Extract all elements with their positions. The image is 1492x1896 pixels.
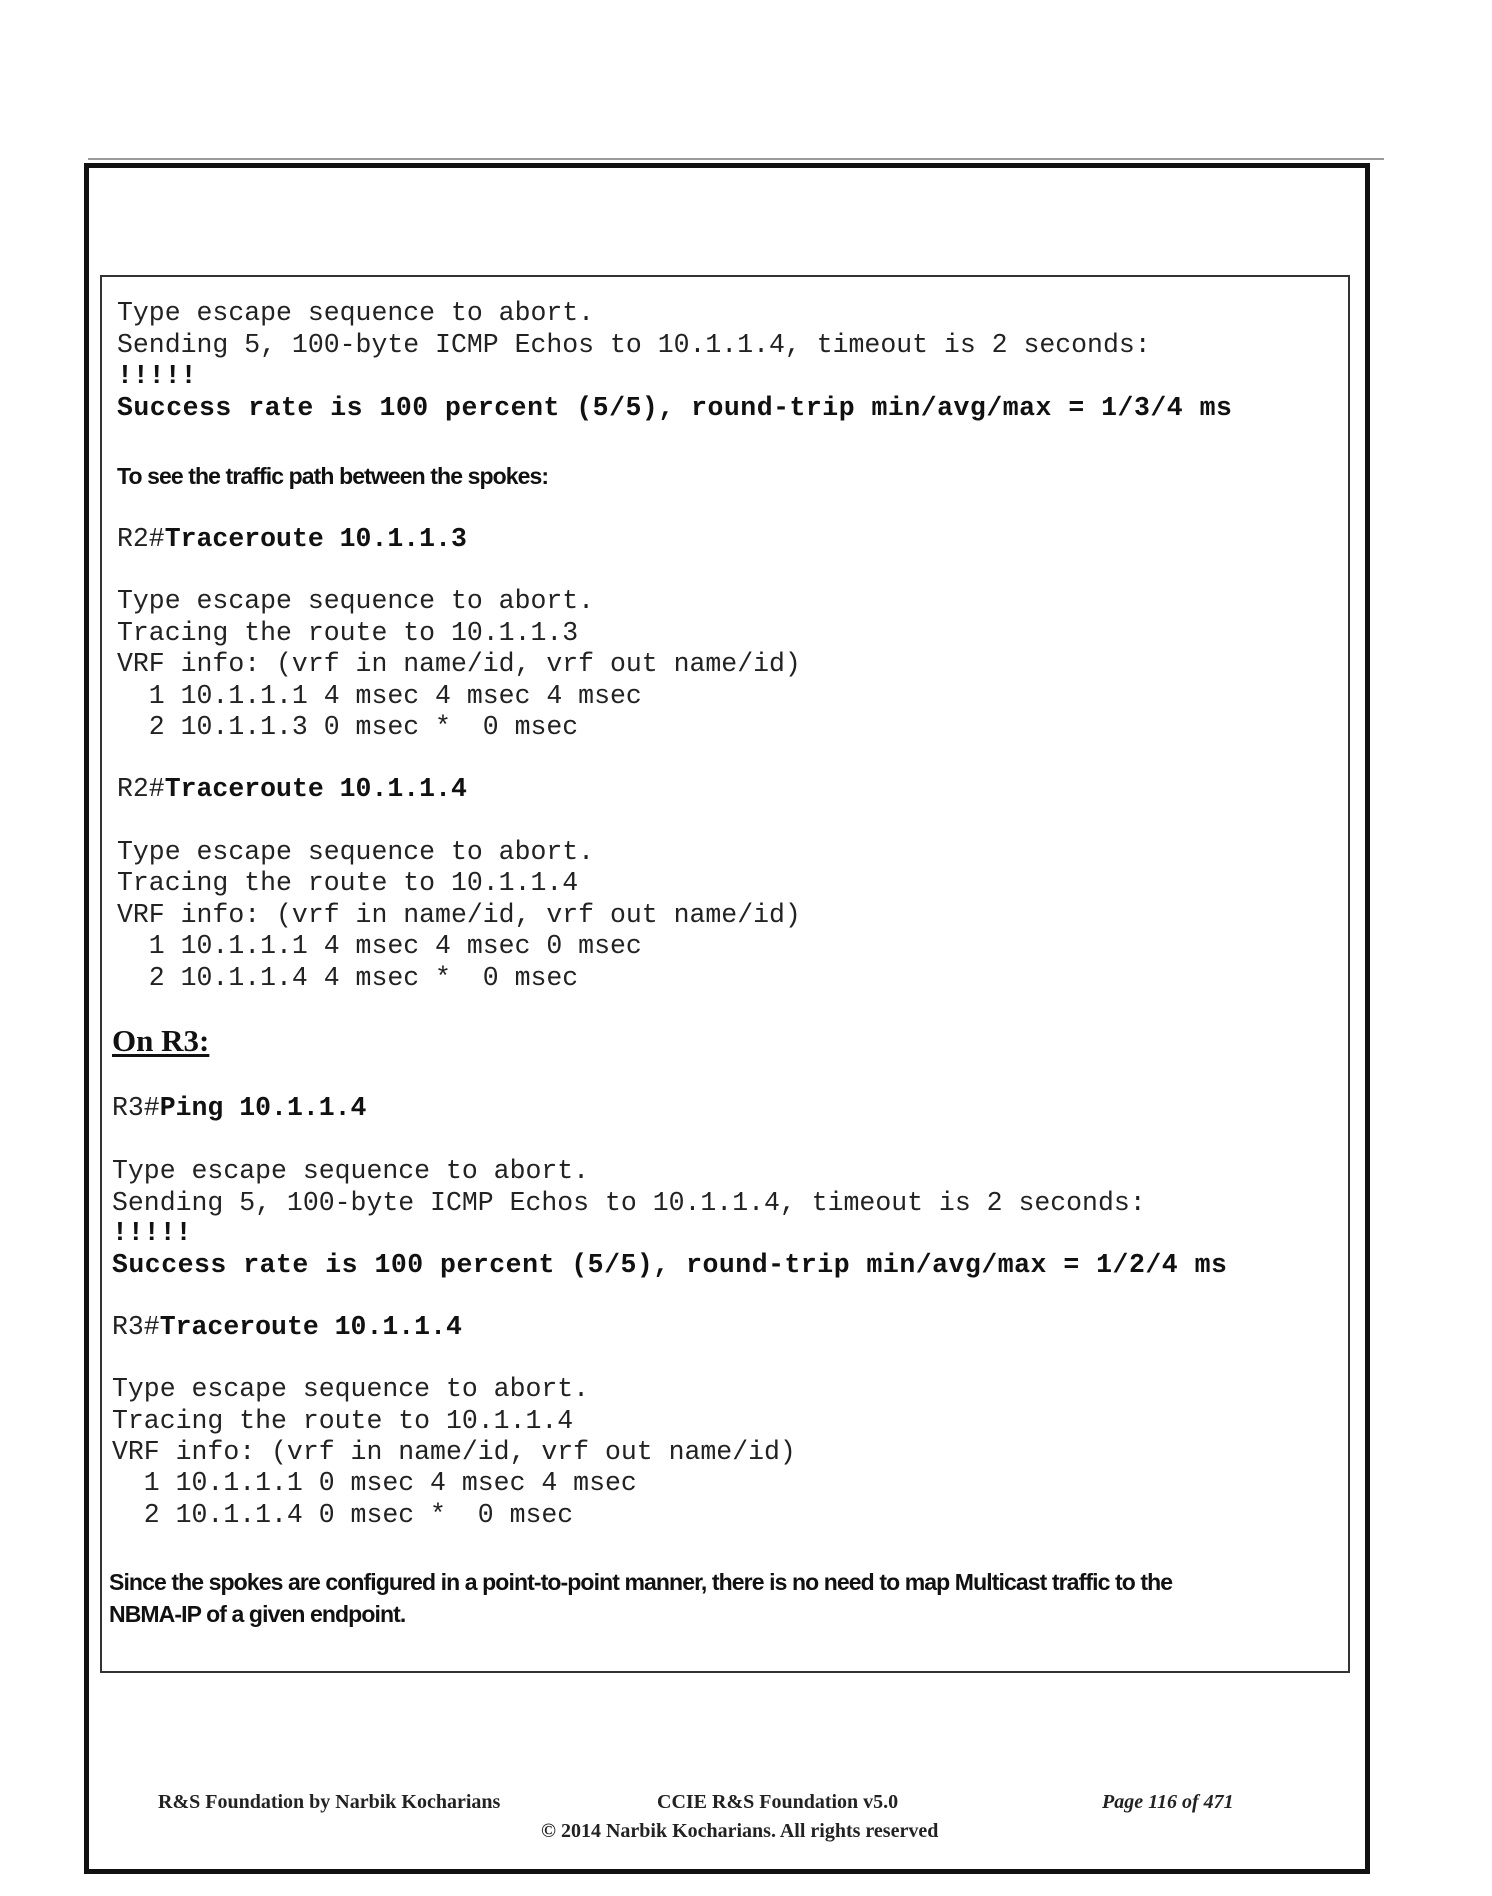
scan-top-rule: [88, 158, 1384, 160]
footer-copyright: © 2014 Narbik Kocharians. All rights reserved: [541, 1820, 939, 1842]
traceroute-output-line: Type escape sequence to abort.: [117, 837, 595, 867]
ping-output-line: Type escape sequence to abort.: [117, 298, 595, 328]
cli-command: Ping 10.1.1.4: [159, 1093, 367, 1123]
traceroute-output-line: Type escape sequence to abort.: [117, 586, 595, 616]
ping-success-rate: Success rate is 100 percent (5/5), round-trip min/avg/max = 1/3/4 ms: [117, 393, 1233, 423]
cli-prompt: R2#: [117, 524, 165, 554]
cli-prompt: R2#: [117, 774, 165, 804]
traceroute-output-line: Tracing the route to 10.1.1.4: [112, 1406, 574, 1436]
ping-success-rate: Success rate is 100 percent (5/5), round-trip min/avg/max = 1/2/4 ms: [112, 1250, 1228, 1280]
cli-command: Traceroute 10.1.1.3: [164, 524, 467, 554]
footer-title: CCIE R&S Foundation v5.0: [657, 1791, 899, 1813]
footer-author: R&S Foundation by Narbik Kocharians: [158, 1791, 501, 1813]
page-number: Page 116 of 471: [1102, 1791, 1234, 1813]
ping-output-line: Sending 5, 100-byte ICMP Echos to 10.1.1.4, timeout is 2 seconds:: [112, 1188, 1146, 1218]
cli-command-line: [112, 1095, 366, 1122]
traffic-path-note: To see the traffic path between the spokes:: [117, 463, 549, 489]
traceroute-output-line: VRF info: (vrf in name/id, vrf out name/id): [117, 900, 801, 930]
cli-command: Traceroute 10.1.1.4: [159, 1312, 462, 1342]
traceroute-hop: 1 10.1.1.1 4 msec 4 msec 4 msec: [117, 681, 642, 711]
traceroute-output-line: VRF info: (vrf in name/id, vrf out name/id): [117, 649, 801, 679]
cli-prompt: R3#: [112, 1312, 160, 1342]
conclusion-text: NBMA-IP of a given endpoint.: [109, 1601, 406, 1627]
conclusion-text: Since the spokes are configured in a point-to-point manner, there is no need to map Multicast traffic to the: [109, 1569, 1173, 1595]
cli-command: Traceroute 10.1.1.4: [164, 774, 467, 804]
ping-result-marks: !!!!!: [112, 1218, 192, 1248]
traceroute-hop: 1 10.1.1.1 0 msec 4 msec 4 msec: [112, 1468, 637, 1498]
traceroute-hop: 1 10.1.1.1 4 msec 4 msec 0 msec: [117, 931, 642, 961]
traceroute-output-line: VRF info: (vrf in name/id, vrf out name/id): [112, 1437, 796, 1467]
traceroute-output-line: Type escape sequence to abort.: [112, 1374, 590, 1404]
ping-result-marks: !!!!!: [117, 361, 197, 391]
cli-prompt: R3#: [112, 1093, 160, 1123]
traceroute-output-line: Tracing the route to 10.1.1.4: [117, 868, 579, 898]
cli-command-line: [117, 776, 467, 803]
section-heading: On R3:: [112, 1023, 210, 1058]
traceroute-hop: 2 10.1.1.4 4 msec * 0 msec: [117, 963, 579, 993]
ping-output-line: Type escape sequence to abort.: [112, 1156, 590, 1186]
cli-command-line: [112, 1314, 462, 1341]
cli-command-line: [117, 526, 467, 553]
traceroute-hop: 2 10.1.1.3 0 msec * 0 msec: [117, 712, 579, 742]
traceroute-output-line: Tracing the route to 10.1.1.3: [117, 618, 579, 648]
ping-output-line: Sending 5, 100-byte ICMP Echos to 10.1.1.4, timeout is 2 seconds:: [117, 330, 1151, 360]
traceroute-hop: 2 10.1.1.4 0 msec * 0 msec: [112, 1500, 574, 1530]
